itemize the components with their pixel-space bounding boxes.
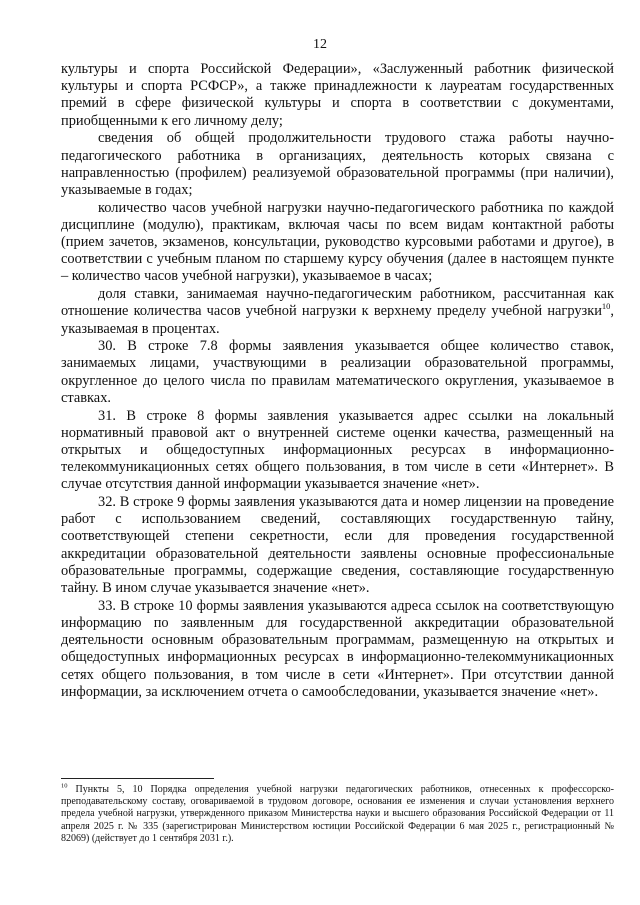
paragraph-item-32: 32. В строке 9 формы заявления указываются дата и номер лицензии на проведение работ с использованием сведений, составляющих государственную тайну, соответствующей степени секретности, если для проведения государственной аккредитации образовательной деятельности заявлены основные профессиональные образовательные программы, содержащие сведения, составляющие государственную тайну. В ином случае указывается значение «нет».: [61, 494, 614, 597]
page-number: 12: [313, 37, 327, 52]
paragraph-item-30: 30. В строке 7.8 формы заявления указывается общее количество ставок, занимаемых лицами, участвующими в реализации образовательной программы, округленное до целого числа по правилам математического округления, указываемое в ставках.: [61, 338, 614, 406]
paragraph-rate-share-tail: , указываемая в процентах.: [61, 303, 614, 337]
footnote-divider: [61, 778, 214, 779]
footnote-reference: 10: [601, 301, 611, 312]
footnote-number: 10: [61, 782, 68, 790]
footnote: [61, 784, 614, 845]
paragraph-item-33: 33. В строке 10 формы заявления указываются адреса ссылок на соответствующую информацию по заявленным для государственной аккредитации образовательной деятельности основным образовательным программам, размещенную на открытых и общедоступных информационных ресурсах в информационно-телекоммуникационных сетях общего пользования, в том числе в сети «Интернет». При отсутствии данной информации, за исключением отчета о самообследовании, указывается значение «нет».: [61, 597, 614, 700]
paragraph-continuation: культуры и спорта Российской Федерации», «Заслуженный работник физической культуры и спорта РСФСР», а также принадлежности к лауреатам государственных премий в сфере физической культуры и спорта в соответствии с документами, приобщенными к его личному делу;: [61, 61, 614, 129]
body-text: [61, 61, 614, 701]
paragraph-work-experience: сведения об общей продолжительности трудового стажа работы научно-педагогического работника в организациях, деятельность которых связана с направленностью (профилем) реализуемой образовательной программы (при наличии), указываемые в годах;: [61, 130, 614, 198]
paragraph-rate-share-text: доля ставки, занимаемая научно-педагогическим работником, рассчитанная как отношение количества часов учебной нагрузки к верхнему пределу учебной нагрузки: [61, 286, 614, 320]
paragraph-item-31: 31. В строке 8 формы заявления указывается адрес ссылки на локальный нормативный правовой акт о внутренней системе оценки качества, размещенный на открытых и общедоступных информационных ресурсах в информационно-телекоммуникационных сетях общего пользования, в том числе в сети «Интернет». В случае отсутствия данной информации указывается значение «нет».: [61, 407, 614, 493]
paragraph-rate-share: [61, 286, 614, 338]
paragraph-teaching-hours: количество часов учебной нагрузки научно-педагогического работника по каждой дисциплине (модулю), практикам, включая часы по всем видам контактной работы (прием зачетов, экзаменов, консультации, руководство курсовыми работами и другое), в соответствии с учебным планом по старшему курсу обучения (далее в настоящем пункте – количество часов учебной нагрузки), указываемое в часах;: [61, 199, 614, 285]
footnote-body: Пункты 5, 10 Порядка определения учебной нагрузки педагогических работников, отнесенных к профессорско-преподавательскому составу, оговариваемой в трудовом договоре, основания ее изменения и случаи установления верхнего предела учебной нагрузки, утвержденного приказом Министерства науки и высшего образования Российской Федерации от 11 апреля 2025 г. № 335 (зарегистрирован Министерством юстиции Российской Федерации 6 мая 2025 г., регистрационный № 82069) (действует до 1 сентября 2031 г.).: [61, 784, 614, 844]
footnote-text: [61, 784, 614, 845]
